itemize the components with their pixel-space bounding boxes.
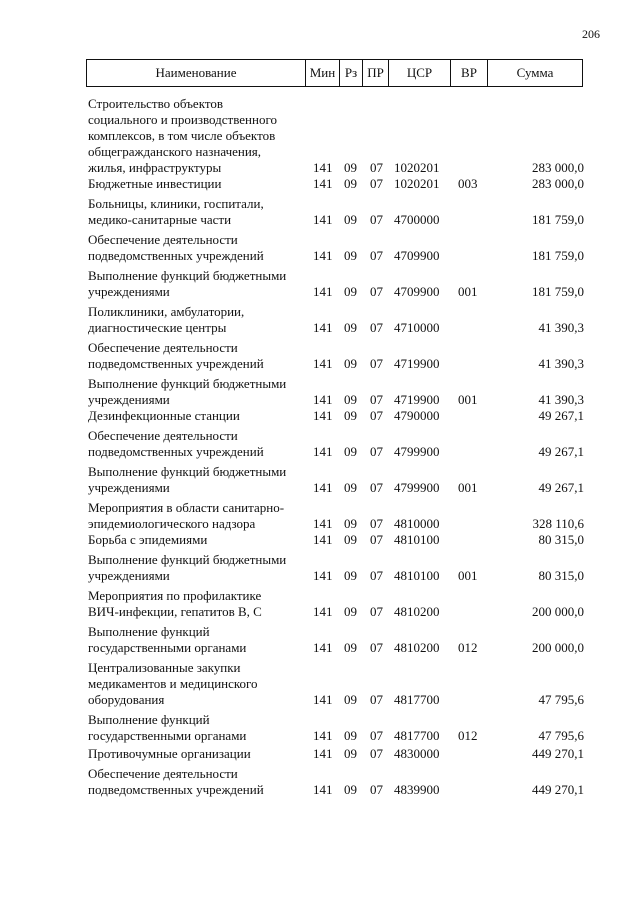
cell-pr: 07	[370, 408, 383, 423]
cell-sum: 200 000,0	[532, 640, 584, 655]
cell-rz: 09	[344, 746, 357, 761]
cell-min: 141	[313, 640, 333, 655]
cell-min: 141	[313, 160, 333, 175]
cell-name: Мероприятия в области санитарно- эпидемиологического надзора	[88, 500, 285, 531]
cell-name: Больницы, клиники, госпитали, медико-санитарные части	[88, 196, 264, 227]
cell-pr: 07	[370, 516, 383, 531]
cell-rz: 09	[344, 480, 357, 495]
cell-sum: 41 390,3	[538, 320, 584, 335]
cell-csr: 4810100	[394, 532, 440, 547]
table-header	[86, 59, 583, 87]
cell-csr: 4799900	[394, 444, 440, 459]
table-row	[88, 552, 588, 584]
cell-name: Обеспечение деятельности подведомственных учреждений	[88, 428, 264, 459]
page-number: 206	[582, 27, 600, 41]
cell-csr: 4799900	[394, 480, 440, 495]
cell-min: 141	[313, 532, 333, 547]
cell-pr: 07	[370, 604, 383, 619]
cell-vr: 001	[458, 568, 478, 583]
cell-pr: 07	[370, 532, 383, 547]
cell-pr: 07	[370, 320, 383, 335]
cell-csr: 1020201	[394, 176, 440, 191]
cell-min: 141	[313, 356, 333, 371]
cell-rz: 09	[344, 320, 357, 335]
cell-min: 141	[313, 176, 333, 191]
table-row	[88, 712, 588, 744]
cell-rz: 09	[344, 408, 357, 423]
cell-pr: 07	[370, 160, 383, 175]
cell-rz: 09	[344, 516, 357, 531]
cell-csr: 4810100	[394, 568, 440, 583]
cell-rz: 09	[344, 160, 357, 175]
cell-vr: 001	[458, 284, 478, 299]
cell-csr: 4810200	[394, 640, 440, 655]
cell-name: Централизованные закупки медикаментов и медицинского оборудования	[88, 660, 258, 707]
cell-rz: 09	[344, 640, 357, 655]
cell-sum: 449 270,1	[532, 782, 584, 797]
cell-min: 141	[313, 480, 333, 495]
cell-pr: 07	[370, 356, 383, 371]
cell-rz: 09	[344, 604, 357, 619]
cell-sum: 283 000,0	[532, 160, 584, 175]
cell-csr: 4719900	[394, 392, 440, 407]
cell-min: 141	[313, 408, 333, 423]
table-row	[88, 588, 588, 620]
cell-vr: 001	[458, 392, 478, 407]
header-sum: Сумма	[516, 65, 554, 80]
cell-name: Обеспечение деятельности подведомственных учреждений	[88, 232, 264, 263]
cell-csr: 4817700	[394, 728, 440, 743]
cell-pr: 07	[370, 444, 383, 459]
cell-rz: 09	[344, 356, 357, 371]
cell-sum: 181 759,0	[532, 248, 584, 263]
table-row	[88, 660, 588, 708]
cell-pr: 07	[370, 692, 383, 707]
cell-min: 141	[313, 746, 333, 761]
cell-csr: 4790000	[394, 408, 440, 423]
cell-name: Выполнение функций бюджетными учреждениями	[88, 268, 287, 299]
table-row	[88, 232, 588, 264]
cell-min: 141	[313, 604, 333, 619]
cell-rz: 09	[344, 444, 357, 459]
cell-name: Мероприятия по профилактике ВИЧ-инфекции, гепатитов В, С	[88, 588, 262, 619]
cell-csr: 4839900	[394, 782, 440, 797]
header-rz: Рз	[340, 60, 363, 86]
table-row	[88, 196, 588, 228]
cell-vr: 012	[458, 640, 478, 655]
cell-rz: 09	[344, 392, 357, 407]
cell-sum: 41 390,3	[538, 356, 584, 371]
cell-name: Поликлиники, амбулатории, диагностические центры	[88, 304, 245, 335]
cell-csr: 4830000	[394, 746, 440, 761]
table-row	[88, 340, 588, 372]
cell-pr: 07	[370, 568, 383, 583]
cell-min: 141	[313, 320, 333, 335]
table-row	[88, 408, 588, 424]
cell-min: 141	[313, 692, 333, 707]
cell-sum: 41 390,3	[538, 392, 584, 407]
cell-vr: 012	[458, 728, 478, 743]
cell-rz: 09	[344, 248, 357, 263]
cell-csr: 4810200	[394, 604, 440, 619]
cell-sum: 49 267,1	[538, 408, 584, 423]
cell-sum: 449 270,1	[532, 746, 584, 761]
cell-pr: 07	[370, 284, 383, 299]
table-body	[88, 96, 588, 798]
cell-pr: 07	[370, 782, 383, 797]
table-row	[88, 500, 588, 532]
cell-pr: 07	[370, 212, 383, 227]
cell-name: Обеспечение деятельности подведомственных учреждений	[88, 340, 264, 371]
cell-csr: 4709900	[394, 248, 440, 263]
cell-name: Выполнение функций государственными органами	[88, 712, 247, 743]
cell-min: 141	[313, 728, 333, 743]
cell-min: 141	[313, 444, 333, 459]
cell-min: 141	[313, 392, 333, 407]
cell-pr: 07	[370, 480, 383, 495]
cell-sum: 49 267,1	[538, 444, 584, 459]
cell-rz: 09	[344, 212, 357, 227]
cell-csr: 4709900	[394, 284, 440, 299]
cell-sum: 181 759,0	[532, 284, 584, 299]
cell-pr: 07	[370, 728, 383, 743]
header-csr: ЦСР	[389, 60, 451, 86]
cell-min: 141	[313, 248, 333, 263]
cell-name: Выполнение функций бюджетными учреждениями	[88, 464, 287, 495]
table-row	[88, 176, 588, 192]
cell-pr: 07	[370, 640, 383, 655]
cell-csr: 1020201	[394, 160, 440, 175]
cell-rz: 09	[344, 568, 357, 583]
cell-min: 141	[313, 212, 333, 227]
cell-name: Борьба с эпидемиями	[88, 532, 208, 547]
cell-rz: 09	[344, 728, 357, 743]
cell-csr: 4817700	[394, 692, 440, 707]
cell-pr: 07	[370, 746, 383, 761]
table-row	[88, 96, 588, 176]
table-row	[88, 304, 588, 336]
cell-csr: 4710000	[394, 320, 440, 335]
cell-csr: 4810000	[394, 516, 440, 531]
cell-rz: 09	[344, 176, 357, 191]
cell-rz: 09	[344, 284, 357, 299]
header-pr: ПР	[363, 60, 389, 86]
cell-min: 141	[313, 516, 333, 531]
cell-pr: 07	[370, 176, 383, 191]
header-vr: ВР	[451, 60, 488, 86]
cell-name: Выполнение функций государственными органами	[88, 624, 247, 655]
cell-sum: 80 315,0	[538, 568, 584, 583]
cell-sum: 49 267,1	[538, 480, 584, 495]
header-min: Мин	[306, 60, 340, 86]
cell-rz: 09	[344, 532, 357, 547]
cell-sum: 181 759,0	[532, 212, 584, 227]
table-row	[88, 268, 588, 300]
cell-name: Противочумные организации	[88, 746, 251, 761]
cell-sum: 283 000,0	[532, 176, 584, 191]
cell-sum: 200 000,0	[532, 604, 584, 619]
cell-min: 141	[313, 568, 333, 583]
cell-min: 141	[313, 782, 333, 797]
cell-sum: 47 795,6	[538, 728, 584, 743]
cell-name: Бюджетные инвестиции	[88, 176, 222, 191]
table-row	[88, 532, 588, 548]
cell-sum: 80 315,0	[538, 532, 584, 547]
table-row	[88, 376, 588, 408]
cell-min: 141	[313, 284, 333, 299]
table-row	[88, 428, 588, 460]
cell-sum: 328 110,6	[532, 516, 584, 531]
cell-vr: 001	[458, 480, 478, 495]
cell-pr: 07	[370, 248, 383, 263]
cell-vr: 003	[458, 176, 478, 191]
cell-csr: 4719900	[394, 356, 440, 371]
table-row	[88, 746, 588, 762]
table-row	[88, 766, 588, 798]
cell-rz: 09	[344, 692, 357, 707]
cell-name: Дезинфекционные станции	[88, 408, 240, 423]
cell-sum: 47 795,6	[538, 692, 584, 707]
cell-name: Строительство объектов социального и производственного комплексов, в том числе объектов общегражданского назначения, жилья, инфраструктуры	[88, 96, 277, 175]
cell-pr: 07	[370, 392, 383, 407]
cell-csr: 4700000	[394, 212, 440, 227]
cell-name: Обеспечение деятельности подведомственных учреждений	[88, 766, 264, 797]
table-row	[88, 464, 588, 496]
header-name: Наименование	[87, 60, 306, 86]
cell-name: Выполнение функций бюджетными учреждениями	[88, 376, 287, 407]
cell-name: Выполнение функций бюджетными учреждениями	[88, 552, 287, 583]
cell-rz: 09	[344, 782, 357, 797]
table-row	[88, 624, 588, 656]
